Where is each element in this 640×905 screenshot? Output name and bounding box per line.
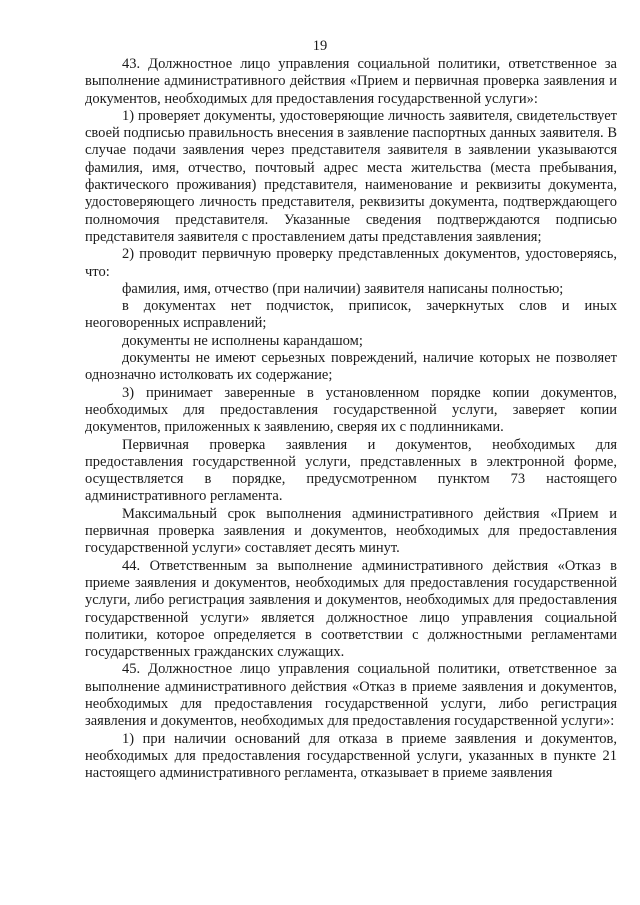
max-duration-paragraph: Максимальный срок выполнения административного действия «Прием и первичная проверка заявления и документов, необходимых для предоставления государственной услуги» составляет десять минут. xyxy=(85,505,617,557)
check-no-erasures: в документах нет подчисток, приписок, зачеркнутых слов и иных неоговоренных исправлений; xyxy=(85,298,617,332)
paragraph-45: 45. Должностное лицо управления социальной политики, ответственное за выполнение административного действия «Отказ в приеме заявления и документов, необходимых для предоставления государственной услуги, либо регистрация заявления и документов, необходимых для предоставления государственной услуги»: xyxy=(85,661,617,730)
paragraph-43-item-3: 3) принимает заверенные в установленном порядке копии документов, необходимых для предоставления государственной услуги, заверяет копии документов, приложенных к заявлению, сверяя их с подлинниками. xyxy=(85,384,617,436)
paragraph-43: 43. Должностное лицо управления социальной политики, ответственное за выполнение административного действия «Прием и первичная проверка заявления и документов, необходимых для предоставления государственной услуги»: xyxy=(85,56,617,107)
paragraph-45-item-1: 1) при наличии оснований для отказа в приеме заявления и документов, необходимых для предоставления государственной услуги, указанных в пункте 21 настоящего административного регламента, отказывает в приеме заявления xyxy=(85,730,617,782)
paragraph-43-item-2: 2) проводит первичную проверку представленных документов, удостоверяясь, что: xyxy=(85,246,617,280)
electronic-check-paragraph: Первичная проверка заявления и документов, необходимых для предоставления государственной услуги, представленных в электронной форме, осуществляется в порядке, предусмотренном пунктом 73 настоящего административного регламента. xyxy=(85,436,617,505)
paragraph-43-item-1: 1) проверяет документы, удостоверяющие личность заявителя, свидетельствует своей подписью правильность внесения в заявление паспортных данных заявителя. В случае подачи заявления через представителя заявителя в заявлении указываются фамилия, имя, отчество, почтовый адрес места жительства (места пребывания, фактического проживания) представителя, наименование и реквизиты документа, удостоверяющего личность представителя, реквизиты документа, подтверждающего полномочия представителя. Указанные сведения подтверждаются подписью представителя заявителя с проставлением даты представления заявления; xyxy=(85,107,617,245)
check-no-pencil: документы не исполнены карандашом; xyxy=(122,332,363,349)
document-body xyxy=(85,56,617,782)
paragraph-44: 44. Ответственным за выполнение административного действия «Отказ в приеме заявления и документов, необходимых для предоставления государственной услуги, либо регистрация заявления и документов, необходимых для предоставления государственной услуги» является должностное лицо управления социальной политики, которое определяется в соответствии с должностными регламентами государственных гражданских служащих. xyxy=(85,557,617,661)
check-no-damage: документы не имеют серьезных повреждений, наличие которых не позволяет однозначно истолковать их содержание; xyxy=(85,350,617,384)
check-full-name: фамилия, имя, отчество (при наличии) заявителя написаны полностью; xyxy=(122,280,564,297)
page-number: 19 xyxy=(312,38,328,54)
